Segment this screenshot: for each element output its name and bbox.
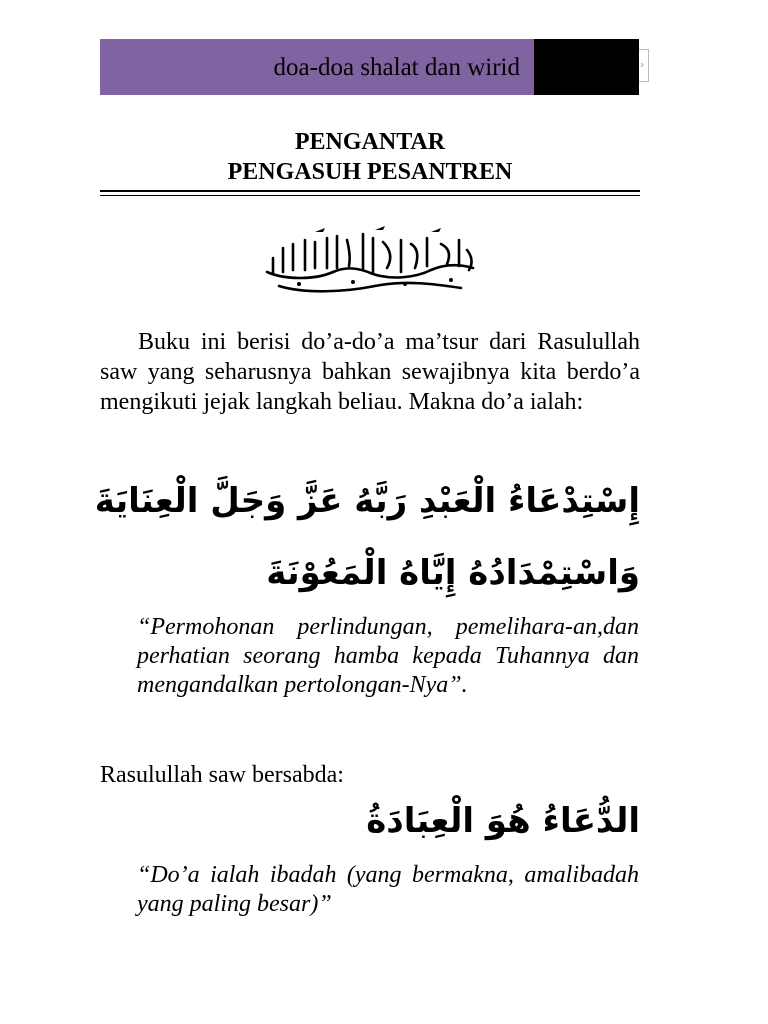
hadith-translation: “Do’a ialah ibadah (yang bermakna, amalibadah yang paling besar)” (137, 862, 639, 917)
hadith-arabic: الدُّعَاءُ هُوَ الْعِبَادَةُ (366, 801, 640, 841)
intro-paragraph: Buku ini berisi do’a-do’a ma’tsur dari Rasulullah saw yang seharusnya bahkan sewajibnya kita berdo’a mengikuti jejak langkah beliau. Makna do’a ialah: (100, 329, 640, 415)
definition-translation: “Permohonan perlindungan, pemelihara-an,dan perhatian seorang hamba kepada Tuhannya dan mengandalkan pertolongan-Nya”. (137, 614, 639, 698)
definition-arabic-line-2: وَاسْتِمْدَادُهُ إِيَّاهُ الْمَعُوْنَةَ (266, 553, 640, 593)
hadith-intro: Rasulullah saw bersabda: (100, 762, 344, 788)
basmalah-calligraphy-icon (255, 220, 485, 300)
header-title: doa-doa shalat dan wirid (273, 54, 520, 81)
page-title: PENGANTAR (294, 129, 446, 155)
title-rule-thick (100, 190, 640, 192)
header-black-block (534, 39, 639, 95)
page-subtitle: PENGASUH PESANTREN (227, 159, 513, 185)
definition-arabic-line-1: إِسْتِدْعَاءُ الْعَبْدِ رَبَّهُ عَزَّ وَجَلَّ الْعِنَايَةَ (94, 481, 640, 521)
title-rule-thin (100, 195, 640, 196)
chevron-right-icon[interactable]: › (640, 58, 645, 71)
